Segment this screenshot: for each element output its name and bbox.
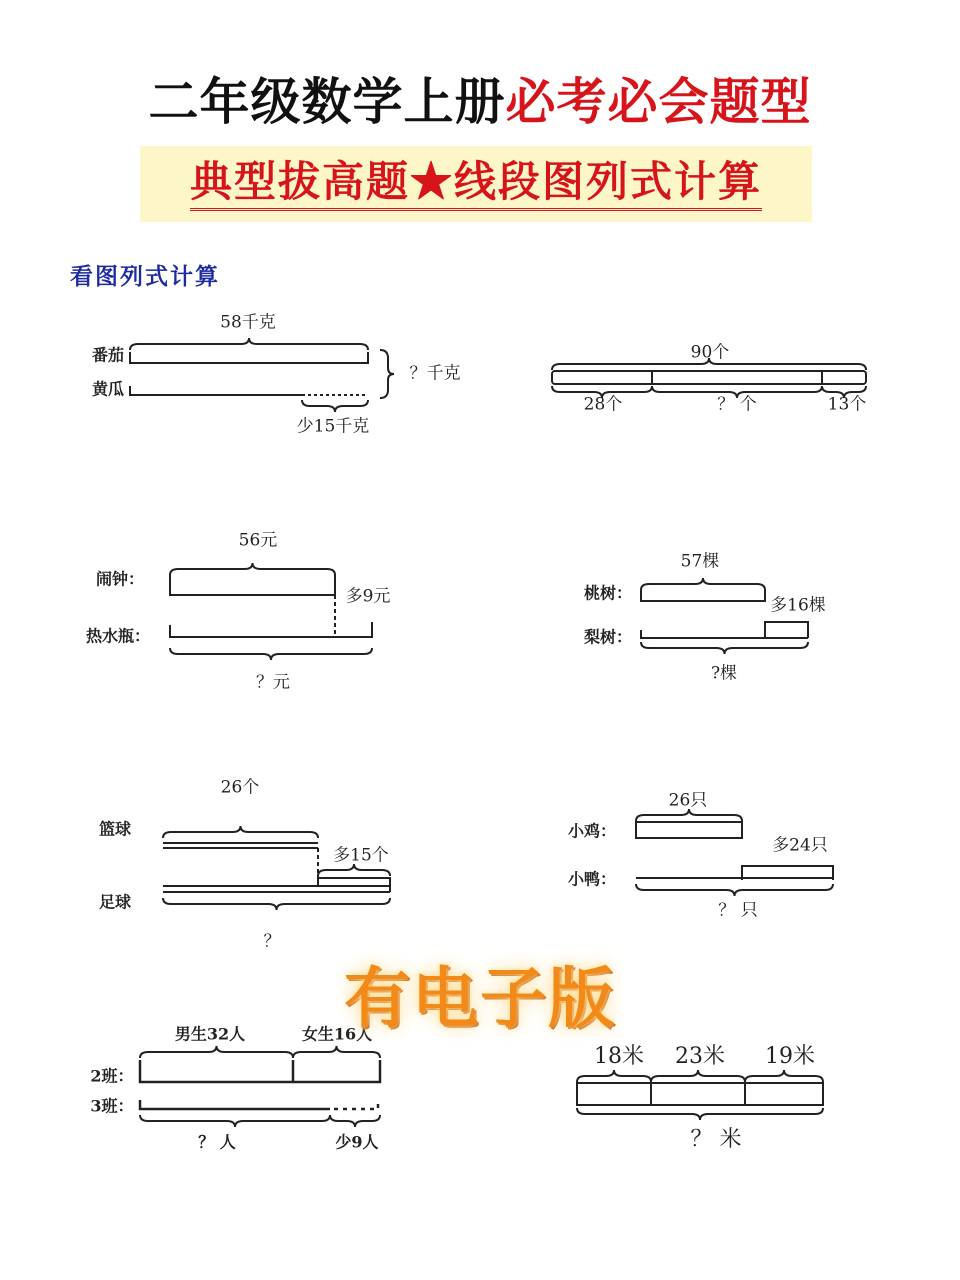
section-heading: 看图列式计算 [70,263,220,290]
diagram-label: 13个 [827,394,867,415]
diagram-1 [92,313,461,437]
bar [641,590,765,601]
bar [130,386,302,395]
row-label: 3班： [90,1096,134,1116]
subtitle-text: 典型拔高题★线段图列式计算 [190,156,762,211]
brace [552,358,866,370]
row-label: 番茄 [91,345,125,365]
diagram-label: 多24只 [772,835,828,856]
diagram-label: 28个 [583,394,623,415]
bar [140,1100,330,1109]
diagram-label: ？ 只 [718,900,758,921]
bar [163,843,318,848]
diagram-label: ？元 [256,672,290,693]
diagram-label: ?棵 [710,663,738,684]
diagram-2 [552,343,866,415]
diagram-label: 58千克 [220,312,276,333]
dotted-segment [334,1100,378,1109]
row-label: 足球 [98,892,132,912]
brace [318,864,390,876]
brace [651,1070,745,1082]
diagram-label: 少15千克 [296,416,370,437]
brace [293,1046,380,1058]
brace [330,1115,380,1127]
diagram-label: 少9人 [335,1132,379,1152]
diagram-4 [584,552,826,684]
row-label: 热水瓶： [85,626,151,646]
row-label: 闹钟： [95,569,145,589]
diagram-label: 57棵 [680,551,720,572]
diagram-label: 男生32人 [174,1024,246,1044]
bar [163,878,390,892]
brace [170,648,372,660]
diagram-8 [577,1044,823,1152]
diagram-label: 56元 [238,530,278,551]
diagram-label: 18米 [594,1044,644,1069]
bar [577,1083,823,1105]
diagram-label: 多15个 [333,845,389,866]
bar [552,371,866,384]
diagram-3 [86,531,390,693]
brace [140,1046,293,1058]
title-part2: 必考必会题型 [505,73,812,131]
brace [302,400,368,412]
brace [745,1070,823,1082]
brace [641,578,765,590]
diagram-6 [568,791,833,921]
brace [577,1108,823,1120]
title-part1: 二年级数学上册 [148,73,506,131]
bar [636,822,742,838]
diagram-label: 多16棵 [770,595,826,616]
bar [130,352,368,363]
diagram-label: 90个 [690,342,730,363]
diagram-label: 23米 [675,1044,725,1069]
brace [163,898,390,910]
bar [170,575,335,595]
divider [652,371,822,384]
row-label: 梨树： [583,627,633,647]
brace [552,386,652,398]
diagram-label: 19米 [765,1044,815,1069]
brace [652,386,822,398]
diagram-7 [90,1025,380,1152]
brace [636,809,742,821]
diagram-label: ？ 米 [690,1127,742,1152]
bar [170,622,372,637]
row-label: 2班： [90,1066,134,1086]
brace [641,642,808,654]
row-label: 黄瓜 [91,379,125,399]
row-label: 小鸭： [567,869,617,889]
brace [163,826,318,838]
diagram-label: 多9元 [345,586,391,607]
bar [636,866,833,880]
diagram-5 [99,778,390,952]
brace [130,338,368,350]
diagram-label: ？ 人 [198,1132,236,1152]
diagram-label: 26个 [220,777,260,798]
row-label: 桃树： [583,583,633,603]
diagram-label: 26只 [668,790,708,811]
bar [641,622,808,638]
vertical-brace [380,350,394,398]
diagram-label: ？千克 [409,363,461,384]
row-label: 小鸡： [567,821,617,841]
watermark: 有电子版 [344,960,616,1037]
brace [170,563,335,575]
brace [140,1115,330,1127]
brace [577,1070,651,1082]
row-label: 篮球 [98,819,132,839]
diagram-label: 女生16人 [301,1024,373,1044]
bar [140,1060,380,1082]
divider [651,1083,745,1105]
diagram-label: ？ [263,931,281,952]
diagram-label: ？ 个 [717,394,757,415]
brace [636,884,833,896]
